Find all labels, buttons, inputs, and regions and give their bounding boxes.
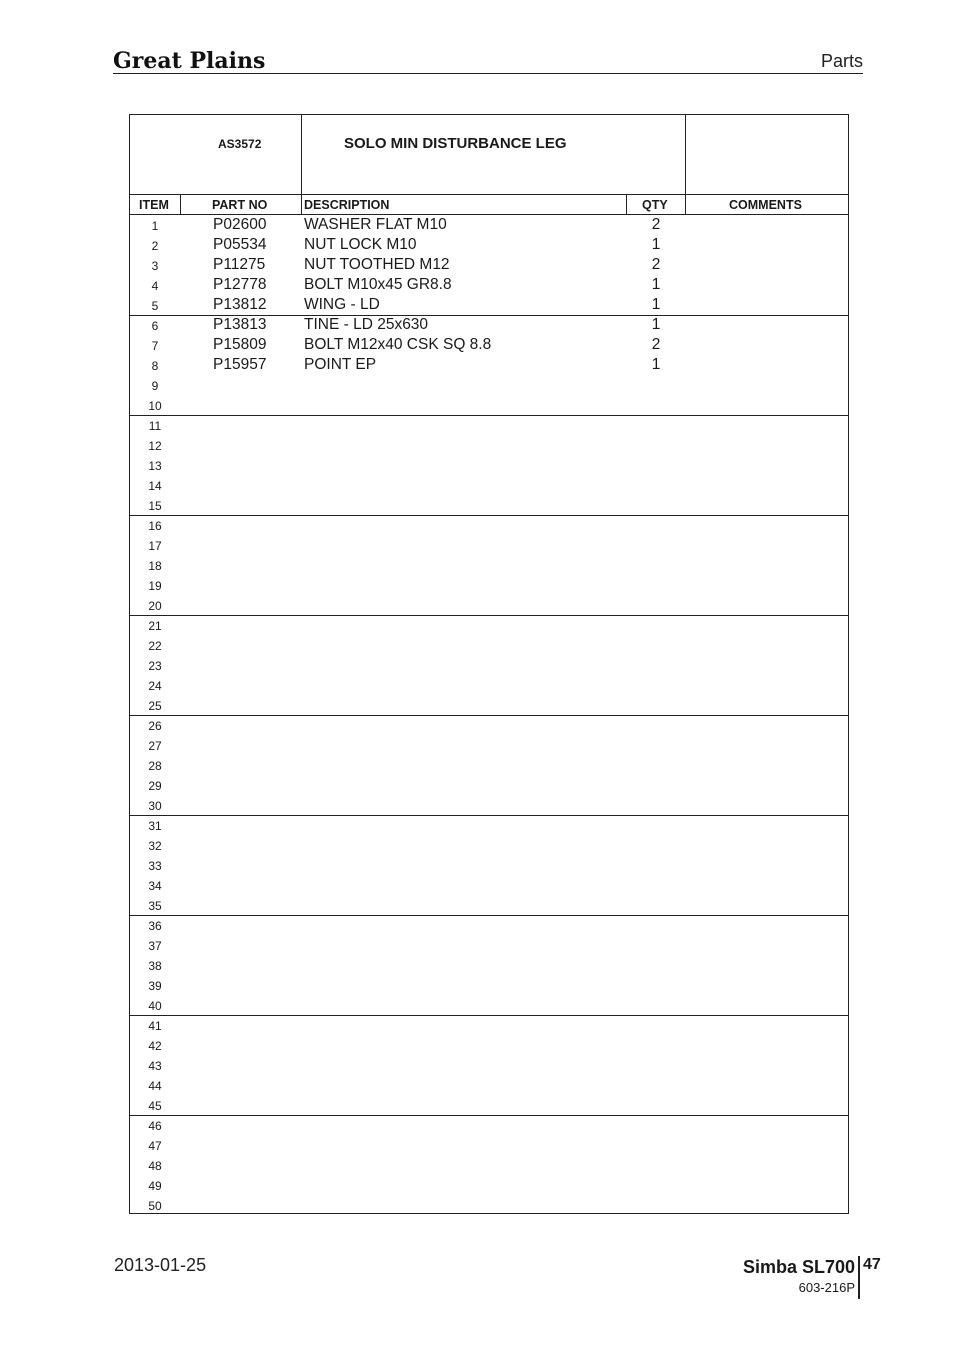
part-number: P13812 — [213, 296, 267, 313]
table-row — [130, 1095, 848, 1115]
item-number: 8 — [151, 359, 159, 373]
table-row — [130, 315, 848, 335]
part-number: P11275 — [213, 256, 266, 273]
item-number: 44 — [148, 1079, 162, 1093]
table-row — [130, 575, 848, 595]
table-row — [130, 595, 848, 615]
table-row — [130, 655, 848, 675]
part-description: NUT LOCK M10 — [304, 236, 417, 253]
title-block-divider — [301, 115, 302, 195]
table-row — [130, 555, 848, 575]
part-description: WING - LD — [304, 296, 380, 313]
table-header — [130, 195, 848, 215]
item-number: 38 — [148, 959, 162, 973]
column-header-description: DESCRIPTION — [304, 198, 390, 212]
item-number: 33 — [148, 859, 162, 873]
item-number: 3 — [151, 259, 159, 273]
item-number: 45 — [148, 1099, 162, 1113]
parts-table-body — [130, 215, 848, 1215]
item-number: 19 — [148, 579, 162, 593]
table-row — [130, 395, 848, 415]
table-row — [130, 1195, 848, 1215]
table-row — [130, 235, 848, 255]
item-number: 37 — [148, 939, 162, 953]
table-row — [130, 975, 848, 995]
item-number: 18 — [148, 559, 162, 573]
part-number: P15809 — [213, 336, 267, 353]
column-header-qty: QTY — [642, 198, 668, 212]
part-quantity: 1 — [651, 236, 661, 253]
item-number: 26 — [148, 719, 162, 733]
table-row — [130, 415, 848, 435]
part-number: P02600 — [213, 216, 267, 233]
part-quantity: 1 — [651, 296, 661, 313]
item-number: 28 — [148, 759, 162, 773]
header-divider — [113, 73, 863, 74]
item-number: 22 — [148, 639, 162, 653]
item-number: 31 — [148, 819, 162, 833]
table-row — [130, 895, 848, 915]
publication-date: 2013-01-25 — [114, 1255, 207, 1275]
column-header-part-no: PART NO — [212, 198, 268, 212]
column-divider — [301, 195, 302, 214]
table-row — [130, 255, 848, 275]
table-row — [130, 715, 848, 735]
part-number: P13813 — [213, 316, 267, 333]
table-row — [130, 1035, 848, 1055]
item-number: 35 — [148, 899, 162, 913]
brand-logo: Great Plains — [113, 48, 266, 74]
item-number: 21 — [148, 619, 162, 633]
item-number: 23 — [148, 659, 162, 673]
table-row — [130, 1155, 848, 1175]
item-number: 27 — [148, 739, 162, 753]
item-number: 32 — [148, 839, 162, 853]
assembly-title: SOLO MIN DISTURBANCE LEG — [344, 135, 567, 152]
item-number: 9 — [151, 379, 159, 393]
item-number: 7 — [151, 339, 159, 353]
table-row — [130, 475, 848, 495]
item-number: 30 — [148, 799, 162, 813]
table-row — [130, 995, 848, 1015]
table-row — [130, 495, 848, 515]
section-title: Parts — [820, 51, 863, 71]
table-row — [130, 795, 848, 815]
table-row — [130, 755, 848, 775]
part-quantity: 1 — [651, 356, 661, 373]
item-number: 13 — [148, 459, 162, 473]
column-divider — [626, 195, 627, 214]
column-divider — [180, 195, 181, 214]
part-quantity: 2 — [651, 256, 661, 273]
part-number: P12778 — [213, 276, 267, 293]
item-number: 47 — [148, 1139, 162, 1153]
table-row — [130, 1175, 848, 1195]
table-row — [130, 855, 848, 875]
table-row — [130, 275, 848, 295]
table-row — [130, 535, 848, 555]
column-header-item: ITEM — [139, 198, 169, 212]
item-number: 41 — [148, 1019, 162, 1033]
item-number: 29 — [148, 779, 162, 793]
item-number: 48 — [148, 1159, 162, 1173]
item-number: 12 — [148, 439, 162, 453]
item-number: 11 — [148, 419, 162, 433]
part-quantity: 1 — [651, 316, 661, 333]
table-row — [130, 915, 848, 935]
table-row — [130, 375, 848, 395]
part-number: P15957 — [213, 356, 267, 373]
table-row — [130, 1015, 848, 1035]
table-row — [130, 1135, 848, 1155]
table-row — [130, 435, 848, 455]
item-number: 46 — [148, 1119, 162, 1133]
part-description: BOLT M12x40 CSK SQ 8.8 — [304, 336, 492, 353]
footer-divider — [858, 1256, 860, 1299]
item-number: 17 — [148, 539, 162, 553]
table-row — [130, 875, 848, 895]
table-row — [130, 335, 848, 355]
part-description: WASHER FLAT M10 — [304, 216, 447, 233]
part-description: BOLT M10x45 GR8.8 — [304, 276, 452, 293]
table-row — [130, 515, 848, 535]
item-number: 16 — [148, 519, 162, 533]
table-row — [130, 355, 848, 375]
item-number: 24 — [148, 679, 162, 693]
item-number: 5 — [151, 299, 159, 313]
table-row — [130, 675, 848, 695]
part-number: P05534 — [213, 236, 267, 253]
table-row — [130, 815, 848, 835]
item-number: 15 — [148, 499, 162, 513]
item-number: 2 — [151, 239, 159, 253]
assembly-title-block — [130, 115, 848, 195]
item-number: 20 — [148, 599, 162, 613]
part-quantity: 2 — [651, 216, 661, 233]
table-row — [130, 695, 848, 715]
model-name: Simba SL700 — [742, 1257, 855, 1277]
item-number: 10 — [148, 399, 162, 413]
table-row — [130, 455, 848, 475]
page-number: 47 — [863, 1256, 881, 1273]
item-number: 43 — [148, 1059, 162, 1073]
part-description: POINT EP — [304, 356, 377, 373]
column-divider — [685, 195, 686, 214]
table-row — [130, 775, 848, 795]
item-number: 6 — [151, 319, 159, 333]
document-number: 603-216P — [798, 1280, 855, 1295]
part-description: NUT TOOTHED M12 — [304, 256, 450, 273]
item-number: 25 — [148, 699, 162, 713]
item-number: 34 — [148, 879, 162, 893]
item-number: 40 — [148, 999, 162, 1013]
assembly-number: AS3572 — [218, 137, 262, 151]
table-row — [130, 615, 848, 635]
item-number: 50 — [148, 1199, 162, 1213]
item-number: 1 — [151, 219, 159, 233]
item-number: 49 — [148, 1179, 162, 1193]
part-quantity: 1 — [651, 276, 661, 293]
table-row — [130, 215, 848, 235]
table-row — [130, 935, 848, 955]
table-row — [130, 1075, 848, 1095]
item-number: 39 — [148, 979, 162, 993]
table-row — [130, 635, 848, 655]
table-row — [130, 1115, 848, 1135]
parts-list-sheet — [129, 114, 849, 1214]
table-row — [130, 735, 848, 755]
table-row — [130, 955, 848, 975]
item-number: 4 — [151, 279, 159, 293]
item-number: 36 — [148, 919, 162, 933]
table-row — [130, 295, 848, 315]
part-quantity: 2 — [651, 336, 661, 353]
title-block-divider — [685, 115, 686, 195]
part-description: TINE - LD 25x630 — [304, 316, 429, 333]
column-header-comments: COMMENTS — [729, 198, 802, 212]
table-row — [130, 835, 848, 855]
item-number: 14 — [148, 479, 162, 493]
item-number: 42 — [148, 1039, 162, 1053]
table-row — [130, 1055, 848, 1075]
